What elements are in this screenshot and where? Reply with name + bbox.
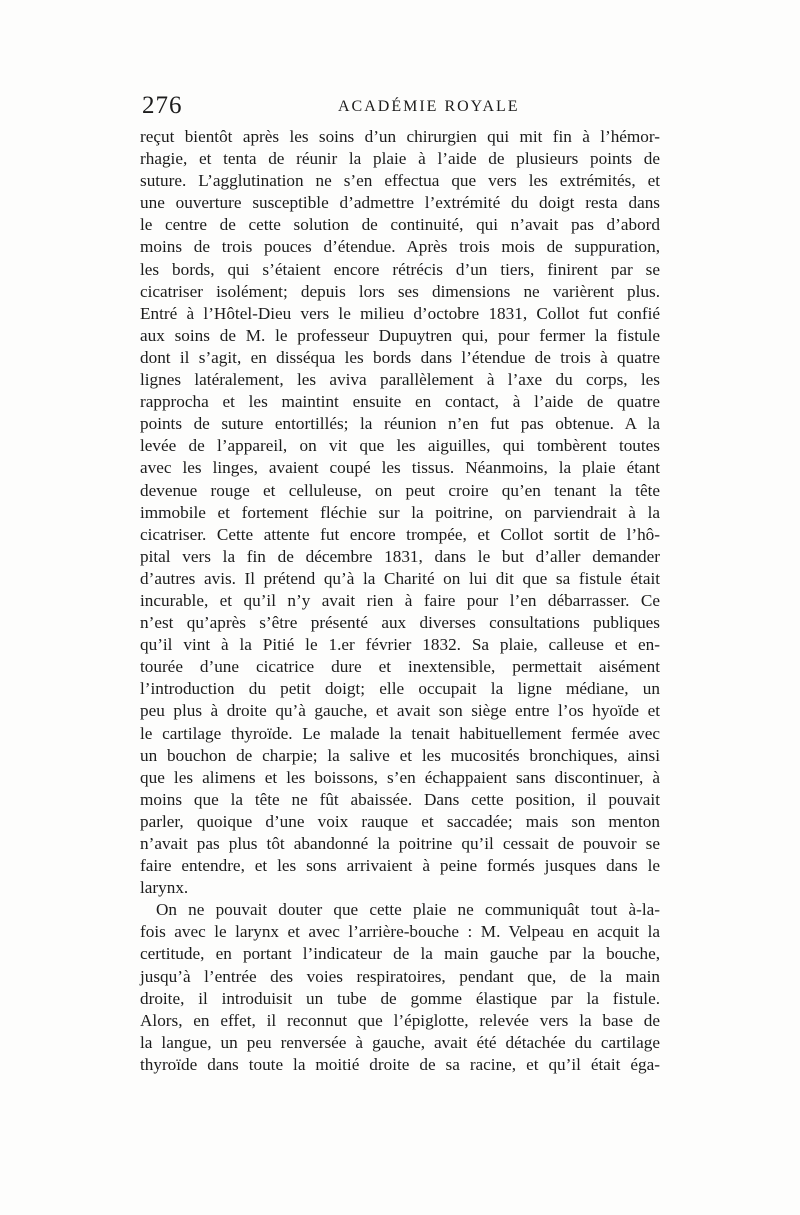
text-line: moins de trois pouces d’étendue. Après trois mois de suppuration, <box>140 237 660 257</box>
text-line: faire entendre, et les sons arrivaient à peine formés jusques dans le <box>140 856 660 876</box>
text-line: dont il s’agit, en disséqua les bords dans l’étendue de trois à quatre <box>140 347 660 367</box>
text-line: certitude, en portant l’indicateur de la main gauche par la bouche, <box>140 944 660 964</box>
text-line: une ouverture susceptible d’admettre l’extrémité du doigt resta dans <box>140 193 660 213</box>
text-line: la langue, un peu renversée à gauche, avait été détachée du cartilage <box>140 1032 660 1052</box>
text-line: levée de l’appareil, on vit que les aiguilles, qui tombèrent toutes <box>140 436 660 456</box>
text-line: cicatriser isolément; depuis lors ses dimensions ne varièrent plus. <box>140 281 660 301</box>
text-line: le centre de cette solution de continuité, qui n’avait pas d’abord <box>140 215 660 235</box>
body-text <box>140 126 660 1076</box>
text-line: droite, il introduisit un tube de gomme élastique par la fistule. <box>140 988 660 1008</box>
text-line: rapprocha et les maintint ensuite en contact, à l’aide de quatre <box>140 392 660 412</box>
text-line: qu’il vint à la Pitié le 1.er février 1832. Sa plaie, calleuse et en- <box>140 635 660 655</box>
text-line: rhagie, et tenta de réunir la plaie à l’aide de plusieurs points de <box>140 149 660 169</box>
paragraph-end-line: larynx. <box>140 878 189 898</box>
running-title: ACADÉMIE ROYALE <box>338 98 520 115</box>
text-line: peu plus à droite qu’à gauche, et avait son siège entre l’os hyoïde et <box>140 701 660 721</box>
text-line: thyroïde dans toute la moitié droite de sa racine, et qu’il était éga- <box>140 1054 660 1074</box>
text-line: incurable, et qu’il n’y avait rien à faire pour l’en débarrasser. Ce <box>140 590 660 610</box>
text-line: reçut bientôt après les soins d’un chirurgien qui mit fin à l’hémor- <box>140 127 660 146</box>
text-line: suture. L’agglutination ne s’en effectua que vers les extrémités, et <box>140 171 660 191</box>
text-line: n’est qu’après s’être présenté aux diverses consultations publiques <box>140 613 660 633</box>
text-line: les bords, qui s’étaient encore rétrécis d’un tiers, finirent par se <box>140 259 660 279</box>
paragraph-start-line: On ne pouvait douter que cette plaie ne communiquât tout à-la- <box>156 900 660 920</box>
text-line: d’autres avis. Il prétend qu’à la Charité on lui dit que sa fistule était <box>140 568 660 588</box>
text-line: le cartilage thyroïde. Le malade la tenait habituellement fermée avec <box>140 723 660 743</box>
text-line: cicatriser. Cette attente fut encore trompée, et Collot sortit de l’hô- <box>140 524 660 544</box>
text-line: Alors, en effet, il reconnut que l’épiglotte, relevée vers la base de <box>140 1010 660 1030</box>
text-line: que les alimens et les boissons, s’en échappaient sans discontinuer, à <box>140 767 660 787</box>
text-line: l’introduction du petit doigt; elle occupait la ligne médiane, un <box>140 679 660 699</box>
text-line: fois avec le larynx et avec l’arrière-bouche : M. Velpeau en acquit la <box>140 922 660 942</box>
page-number: 276 <box>142 92 183 119</box>
text-line: aux soins de M. le professeur Dupuytren qui, pour fermer la fistule <box>140 325 660 345</box>
text-line: immobile et fortement fléchie sur la poitrine, on parviendrait à la <box>140 502 660 522</box>
text-line: Entré à l’Hôtel-Dieu vers le milieu d’octobre 1831, Collot fut confié <box>140 303 660 323</box>
text-line: parler, quoique d’une voix rauque et saccadée; mais son menton <box>140 811 660 831</box>
text-line: un bouchon de charpie; la salive et les mucosités bronchiques, ainsi <box>140 745 660 765</box>
running-header <box>142 92 660 122</box>
text-line: tourée d’une cicatrice dure et inextensible, permettait aisément <box>140 657 660 677</box>
text-line: lignes latéralement, les aviva parallèlement à l’axe du corps, les <box>140 370 660 390</box>
text-line: points de suture entortillés; la réunion n’en fut pas obtenue. A la <box>140 414 660 434</box>
text-line: jusqu’à l’entrée des voies respiratoires, pendant que, de la main <box>140 966 660 986</box>
text-line: pital vers la fin de décembre 1831, dans le but d’aller demander <box>140 546 660 566</box>
text-line: devenue rouge et celluleuse, on peut croire qu’en tenant la tête <box>140 480 660 500</box>
text-line: moins que la tête ne fût abaissée. Dans cette position, il pouvait <box>140 789 660 809</box>
text-line: avec les linges, avaient coupé les tissus. Néanmoins, la plaie étant <box>140 458 660 478</box>
text-line: n’avait pas plus tôt abandonné la poitrine qu’il cessait de pouvoir se <box>140 834 660 853</box>
